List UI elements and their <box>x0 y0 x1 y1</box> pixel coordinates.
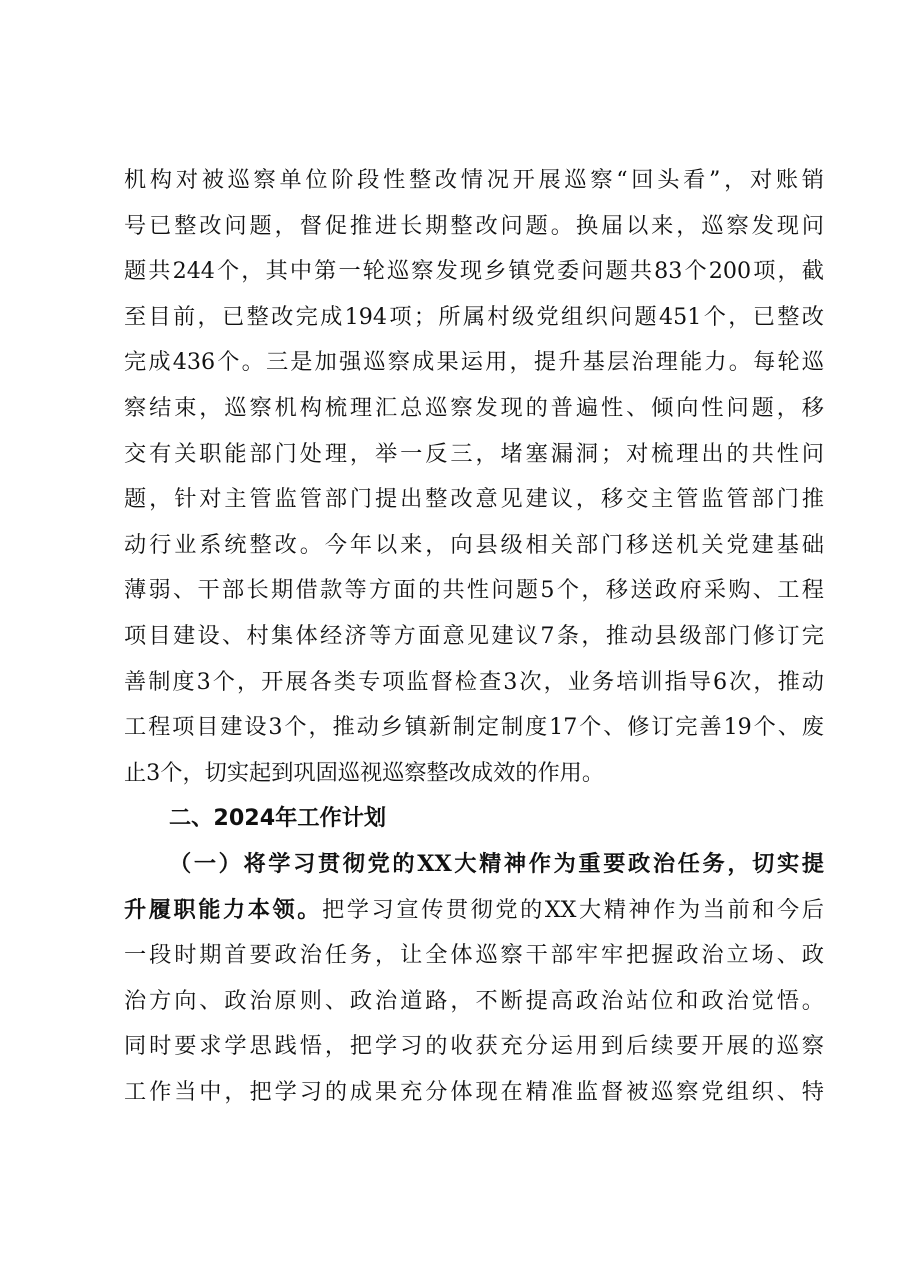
paragraph-work-plan-1 <box>124 842 824 1116</box>
text-line: 治方向、政治原则、政治道路，不断提高政治站位和政治觉悟。 <box>124 987 824 1014</box>
text-line: 题，针对主管监管部门提出整改意见建议，移交主管监管部门推 <box>124 486 824 513</box>
text-run: 把学习宣传贯彻党的XX大精神作为当前和今后 <box>322 896 824 923</box>
text-line: 一段时期首要政治任务，让全体巡察干部牢牢把握政治立场、政 <box>124 942 824 969</box>
text-line: 动行业系统整改。今年以来，向县级相关部门移送机关党建基础 <box>124 531 824 558</box>
subsection-heading-line <box>124 842 824 888</box>
text-line: 项目建设、村集体经济等方面意见建议7条，推动县级部门修订完 <box>124 622 824 649</box>
text-line: 机构对被巡察单位阶段性整改情况开展巡察“回头看”，对账销 <box>124 167 824 193</box>
section-heading: 二、2024年工作计划 <box>169 805 387 832</box>
subsection-heading: （一）将学习贯彻党的XX大精神作为重要政治任务，切实提 <box>169 850 824 877</box>
text-line: 止3个，切实起到巩固巡视巡察整改成效的作用。 <box>124 759 605 786</box>
document-body <box>124 158 824 1115</box>
text-line: 交有关职能部门处理，举一反三，堵塞漏洞；对梳理出的共性问 <box>124 440 824 467</box>
text-line: 工作当中，把学习的成果充分体现在精准监督被巡察党组织、特 <box>124 1078 824 1105</box>
text-line: 完成436个。三是加强巡察成果运用，提升基层治理能力。每轮巡 <box>124 349 824 376</box>
subsection-heading-cont: 升履职能力本领。 <box>124 896 323 923</box>
paragraph-inspection-results <box>124 158 824 796</box>
text-line: 同时要求学思践悟，把学习的收获充分运用到后续要开展的巡察 <box>124 1033 824 1060</box>
text-line: 工程项目建设3个，推动乡镇新制定制度17个、修订完善19个、废 <box>124 714 824 741</box>
text-line: 至目前，已整改完成194项；所属村级党组织问题451个，已整改 <box>124 303 824 330</box>
text-line: 察结束，巡察机构梳理汇总巡察发现的普遍性、倾向性问题，移 <box>124 394 824 421</box>
text-line: 题共244个，其中第一轮巡察发现乡镇党委问题共83个200项，截 <box>124 258 824 285</box>
text-line: 号已整改问题，督促推进长期整改问题。换届以来，巡察发现问 <box>124 212 824 239</box>
text-line: 薄弱、干部长期借款等方面的共性问题5个，移送政府采购、工程 <box>124 577 824 604</box>
text-line <box>124 888 824 934</box>
text-line: 善制度3个，开展各类专项监督检查3次，业务培训指导6次，推动 <box>124 668 824 695</box>
